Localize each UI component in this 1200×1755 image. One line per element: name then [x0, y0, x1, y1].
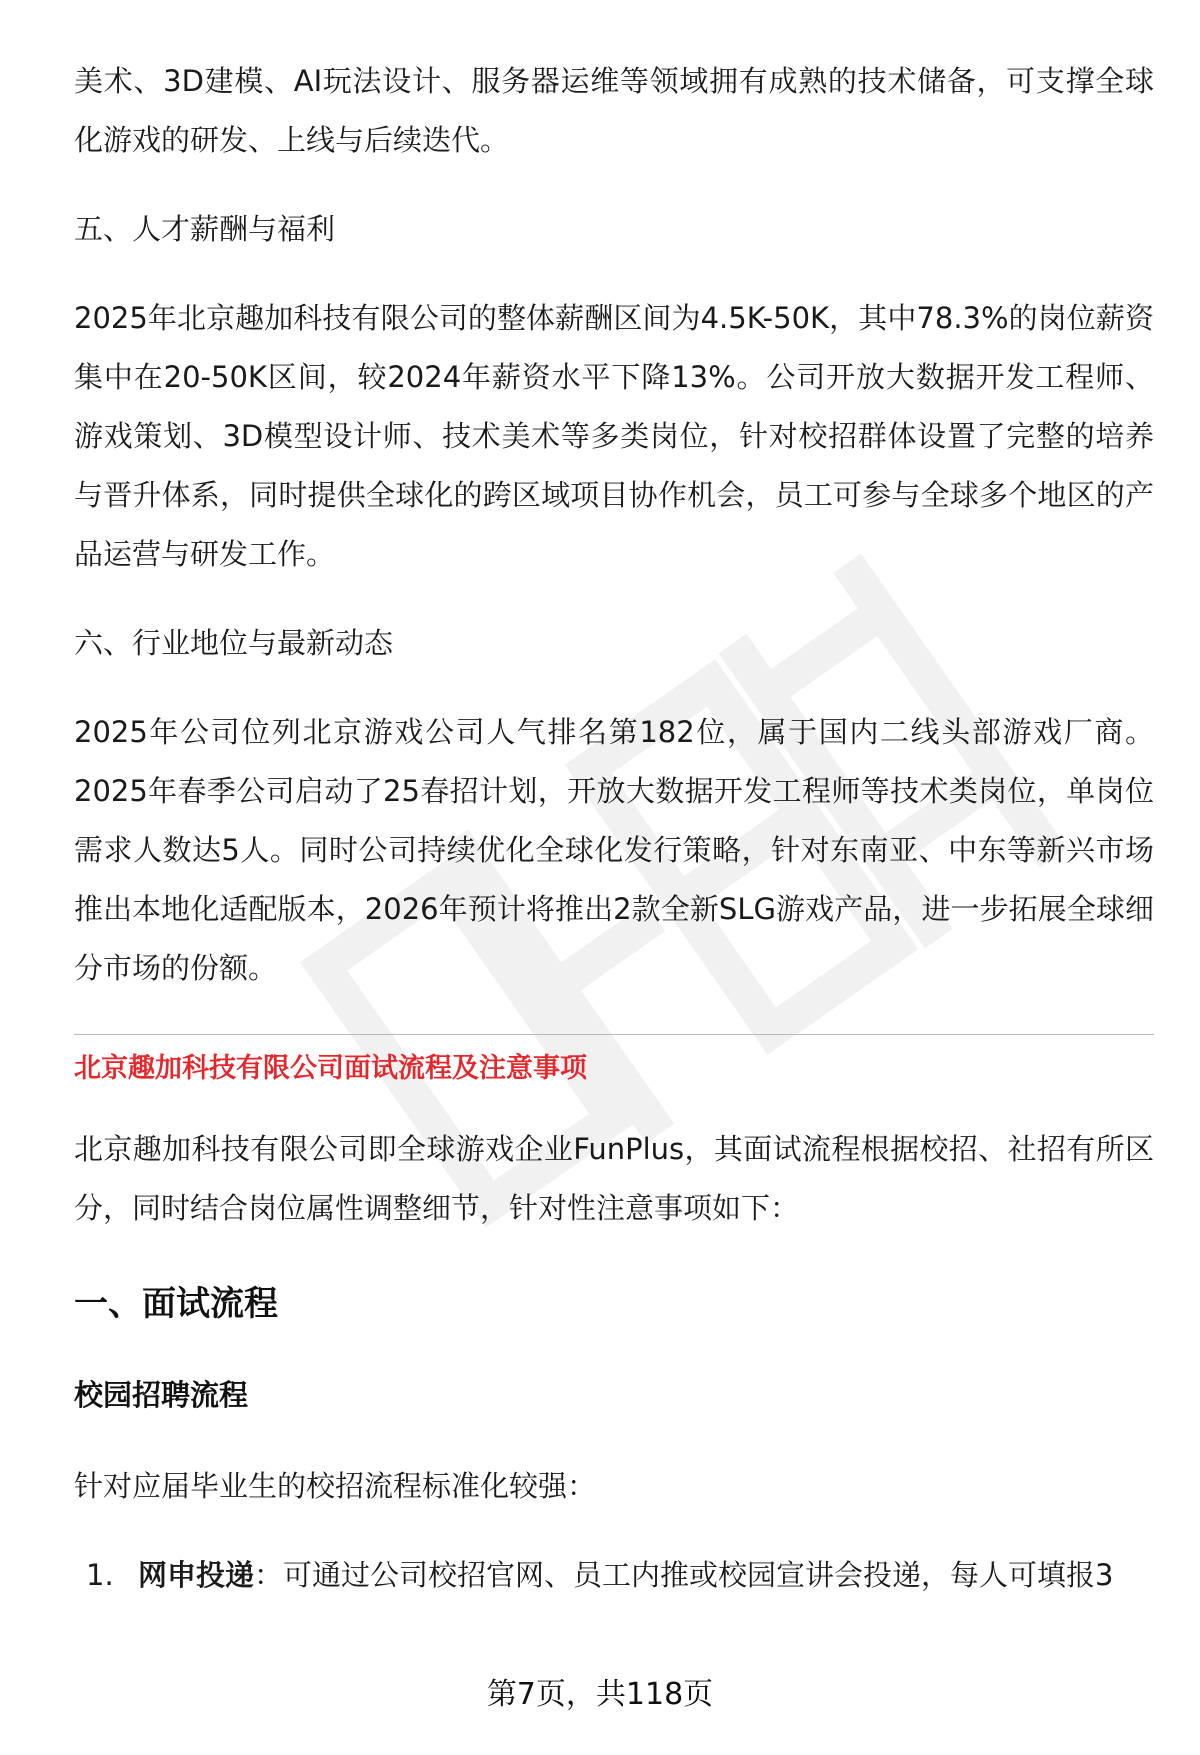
- list-item-text: ：可通过公司校招官网、员工内推或校园宣讲会投递，每人可填报3: [254, 1558, 1114, 1592]
- list-item: [74, 1546, 1154, 1605]
- document-body: [74, 52, 1154, 1605]
- paragraph-tech-reserve: 美术、3D建模、AI玩法设计、服务器运维等领域拥有成熟的技术储备，可支撑全球化游戏的研发、上线与后续迭代。: [74, 64, 1154, 157]
- list-number: 1.: [86, 1558, 114, 1592]
- page-number: 第7页，共118页: [486, 1677, 714, 1712]
- paragraph-salary: 2025年北京趣加科技有限公司的整体薪酬区间为4.5K-50K，其中78.3%的岗位薪资集中在20-50K区间，较2024年薪资水平下降13%。公司开放大数据开发工程师、游戏策划、3D模型设计师、技术美术等多类岗位，针对校招群体设置了完整的培养与晋升体系，同时提供全球化的跨区域项目协作机会，员工可参与全球多个地区的产品运营与研发工作。: [74, 301, 1154, 571]
- section-title-interview: 北京趣加科技有限公司面试流程及注意事项: [74, 1053, 587, 1084]
- heading-salary-benefits: 五、人才薪酬与福利: [74, 212, 336, 246]
- paragraph-campus-lead: 针对应届毕业生的校招流程标准化较强：: [74, 1469, 597, 1503]
- heading-industry-status: 六、行业地位与最新动态: [74, 626, 394, 660]
- heading-campus-recruitment: 校园招聘流程: [74, 1378, 249, 1412]
- paragraph-interview-intro: 北京趣加科技有限公司即全球游戏企业FunPlus，其面试流程根据校招、社招有所区分，同时结合岗位属性调整细节，针对性注意事项如下：: [74, 1132, 1154, 1225]
- list-item-title: 网申投递: [138, 1558, 255, 1592]
- paragraph-industry: 2025年公司位列北京游戏公司人气排名第182位，属于国内二线头部游戏厂商。2025年春季公司启动了25春招计划，开放大数据开发工程师等技术类岗位，单岗位需求人数达5人。同时公司持续优化全球化发行策略，针对东南亚、中东等新兴市场推出本地化适配版本，2026年预计将推出2款全新SLG游戏产品，进一步拓展全球细分市场的份额。: [74, 715, 1154, 985]
- heading-interview-process: 一、面试流程: [74, 1284, 278, 1324]
